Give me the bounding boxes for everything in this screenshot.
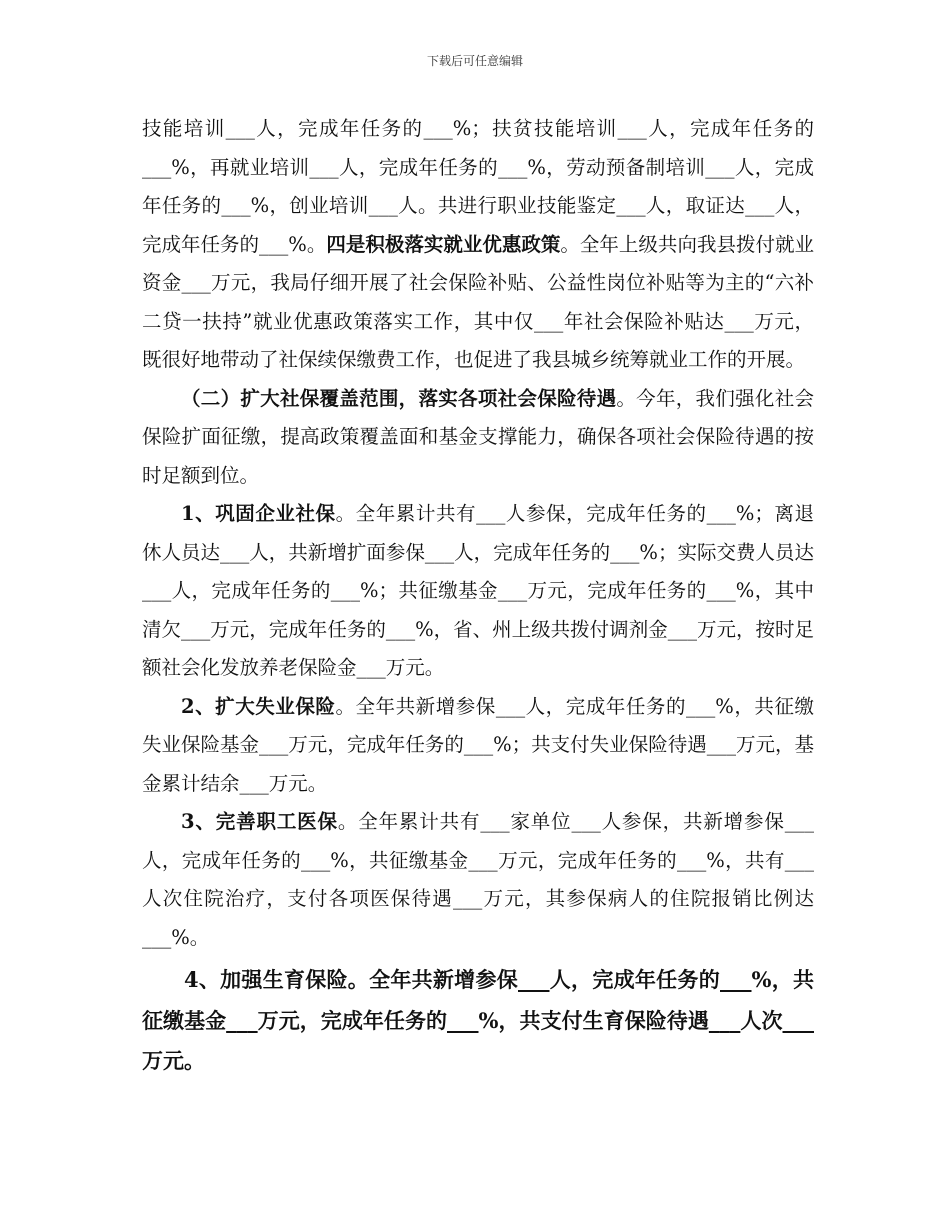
paragraph-text: 。全年共新增参保___人，完成年任务的___%，共征缴失业保险基金___万元，完成年任务的___%；共支付失业保险待遇___万元，基金累计结余___万元。 bbox=[142, 694, 814, 795]
paragraph-heading-bold: （二）扩大社保覆盖范围，落实各项社会保险待遇 bbox=[181, 386, 617, 410]
paragraph-heading-bold: 1、巩固企业社保 bbox=[181, 502, 336, 525]
paragraph-enterprise-insurance bbox=[142, 495, 814, 688]
paragraph-text: 。全年累计共有___人参保，完成年任务的___%；离退休人员达___人，共新增扩面参保___人，完成年任务的___%；实际交费人员达___人，完成年任务的___%；共征缴基金___万元，完成年任务的___%，其中清欠___万元，完成年任务的___%，省、州上级共拨付调剂金___万元，按时足额社会化发放养老保险金___万元。 bbox=[142, 502, 814, 679]
page-header: 下载后可任意编辑 bbox=[426, 54, 523, 68]
paragraph-maternity-insurance: 4、加强生育保险。全年共新增参保___人，完成年任务的___%，共征缴基金___万元，完成年任务的___%，共支付生育保险待遇___人次___万元。 bbox=[142, 967, 814, 1073]
paragraph-social-insurance-coverage bbox=[142, 380, 814, 496]
paragraph-heading-bold: 四是积极落实就业优惠政策 bbox=[326, 232, 561, 256]
paragraph-text: 。今年，我们强化社会保险扩面征缴，提高政策覆盖面和基金支撑能力，确保各项社会保险待遇的按时足额到位。 bbox=[142, 386, 814, 487]
paragraph-heading-bold: 2、扩大失业保险 bbox=[181, 694, 336, 718]
paragraph-text: 技能培训___人，完成年任务的___%；扶贫技能培训___人，完成年任务的___%，再就业培训___人，完成年任务的___%，劳动预备制培训___人，完成年任务的___%，创业培训___人。共进行职业技能鉴定___人，取证达___人，完成年任务的___%。 bbox=[142, 117, 814, 256]
paragraph-training-and-policy bbox=[142, 110, 814, 380]
document-body bbox=[142, 110, 814, 1082]
paragraph-text: 。全年累计共有___家单位___人参保，共新增参保___人，完成年任务的___%，共征缴基金___万元，完成年任务的___%，共有___人次住院治疗，支付各项医保待遇___万元，其参保病人的住院报销比例达___%。 bbox=[142, 810, 814, 949]
paragraph-medical-insurance bbox=[142, 803, 814, 957]
paragraph-heading-bold: 3、完善职工医保 bbox=[181, 810, 338, 833]
paragraph-unemployment-insurance bbox=[142, 688, 814, 804]
paragraph-text: 。全年上级共向我县拨付就业资金___万元，我局仔细开展了社会保险补贴、公益性岗位补贴等为主的“六补二贷一扶持”就业优惠政策落实工作，其中仅___年社会保险补贴达___万元，既很好地带动了社保续保缴费工作，也促进了我县城乡统筹就业工作的开展。 bbox=[142, 232, 814, 371]
